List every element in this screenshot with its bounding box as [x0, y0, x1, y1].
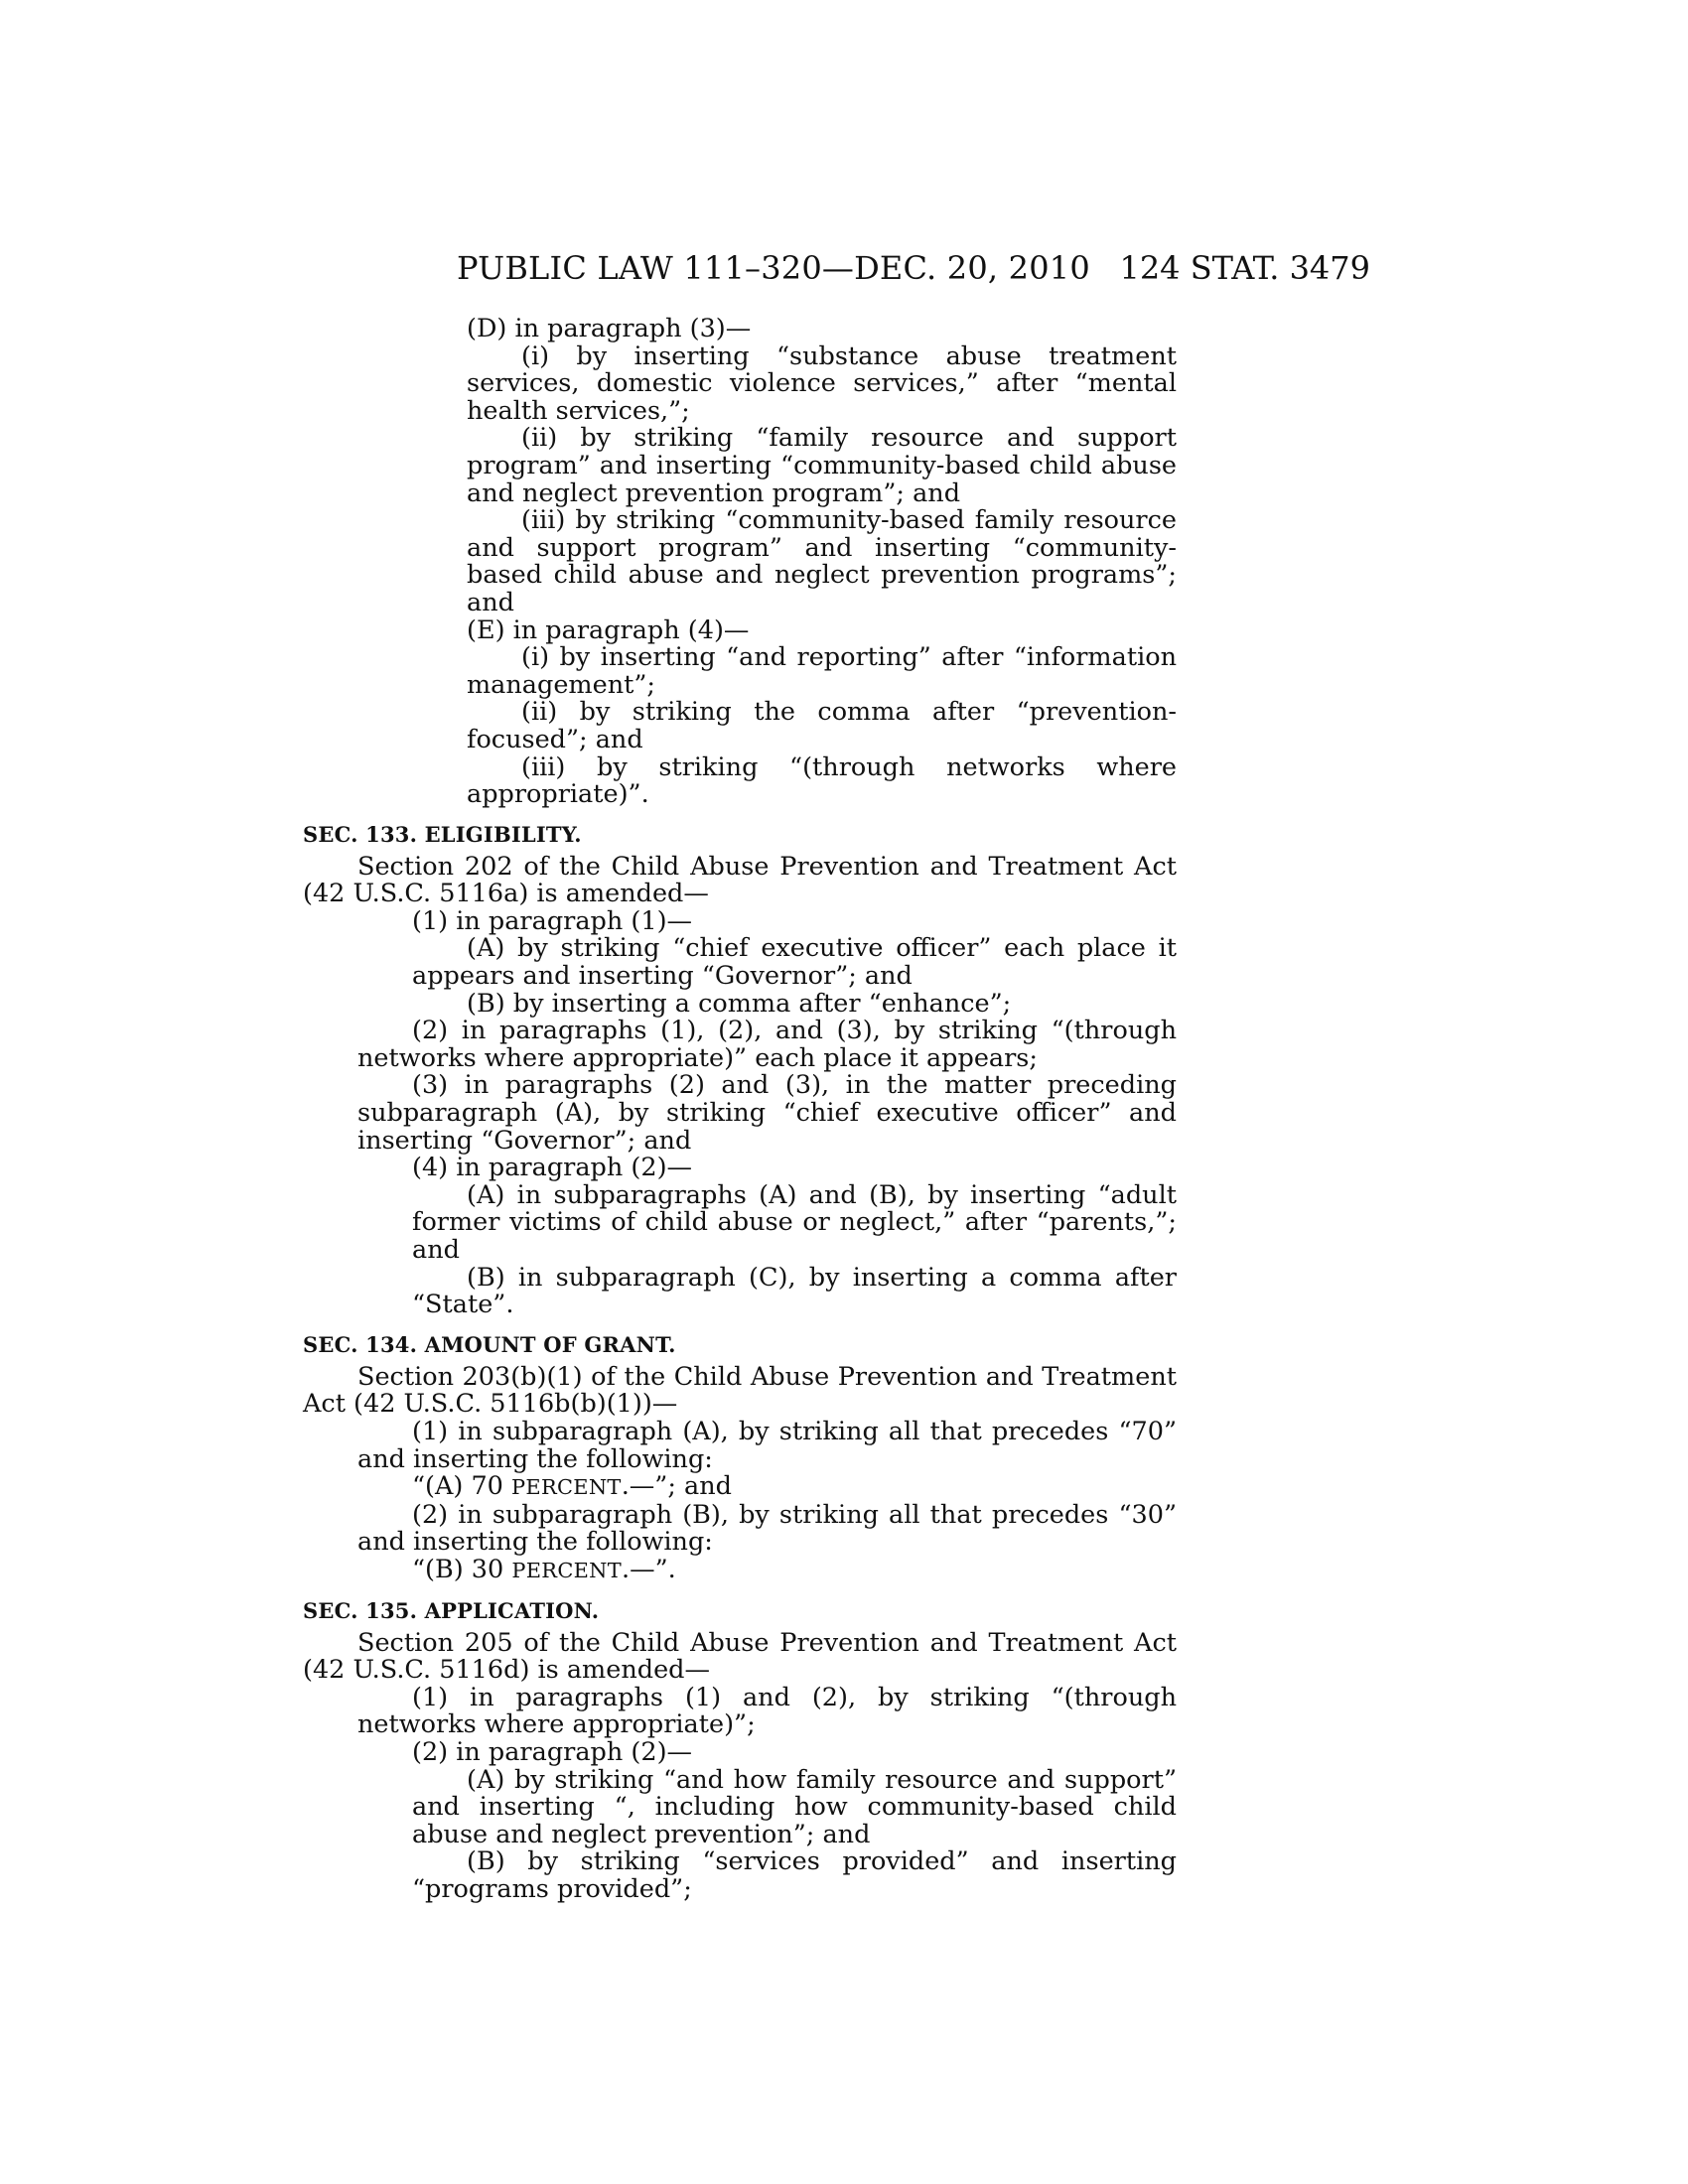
amendment-clause: (A) in subparagraphs (A) and (B), by inserting “adult former victims of child abuse or neglect,” after “parents,”; and — [412, 1179, 1177, 1265]
amendment-clause: (E) in paragraph (4)— — [467, 614, 750, 645]
amendment-clause: (A) by striking “chief executive officer” each place it appears and inserting “Governor”; and — [412, 933, 1177, 992]
running-header — [457, 248, 1370, 288]
amendment-clause: (i) by inserting “and reporting” after “information management”; — [467, 642, 1177, 700]
amendment-clause: (2) in paragraphs (1), (2), and (3), by striking “(through networks where appropriate)” each place it appears; — [357, 1016, 1177, 1073]
running-header-title: PUBLIC LAW 111–320—DEC. 20, 2010 — [457, 249, 1090, 287]
section-heading: SEC. 133. ELIGIBILITY. — [303, 821, 582, 847]
amendment-clause: (ii) by striking the comma after “prevention-focused”; and — [467, 697, 1177, 754]
document-body — [303, 316, 1177, 1903]
quoted-insertion: “(A) 70 PERCENT.—”; and — [412, 1471, 732, 1502]
amendment-clause: (2) in paragraph (2)— — [412, 1736, 693, 1767]
amendment-clause: (2) in subparagraph (B), by striking all that precedes “30” and inserting the following: — [357, 1499, 1177, 1558]
amendment-clause: (B) by striking “services provided” and inserting “programs provided”; — [412, 1846, 1177, 1904]
amendment-clause: (A) by striking “and how family resource and support” and inserting “, including how community-based child abuse and neglect prevention”; and — [412, 1764, 1177, 1849]
section-heading: SEC. 135. APPLICATION. — [303, 1597, 600, 1623]
amendment-clause: (1) in paragraph (1)— — [412, 905, 693, 936]
section-heading: SEC. 134. AMOUNT OF GRANT. — [303, 1331, 676, 1357]
section-intro-paragraph: Section 203(b)(1) of the Child Abuse Prevention and Treatment Act (42 U.S.C. 5116b(b)(1))— — [303, 1361, 1177, 1420]
amendment-clause: (B) in subparagraph (C), by inserting a comma after “State”. — [412, 1262, 1177, 1320]
section-intro-paragraph: Section 202 of the Child Abuse Prevention and Treatment Act (42 U.S.C. 5116a) is amended— — [303, 851, 1177, 909]
amendment-clause: (iii) by striking “(through networks where appropriate)”. — [467, 751, 1177, 810]
amendment-clause: (i) by inserting “substance abuse treatment services, domestic violence services,” after “mental health services,”; — [467, 341, 1177, 426]
amendment-clause: (4) in paragraph (2)— — [412, 1153, 693, 1183]
amendment-clause: (D) in paragraph (3)— — [467, 314, 752, 343]
amendment-clause: (B) by inserting a comma after “enhance”; — [467, 988, 1012, 1019]
amendment-clause: (ii) by striking “family resource and support program” and inserting “community-based child abuse and neglect prevention program”; and — [467, 423, 1177, 508]
amendment-clause: (iii) by striking “community-based family resource and support program” and inserting “community-based child abuse and neglect prevention programs”; and — [467, 505, 1177, 617]
section-intro-paragraph: Section 205 of the Child Abuse Prevention and Treatment Act (42 U.S.C. 5116d) is amended— — [303, 1627, 1177, 1686]
amendment-clause: (3) in paragraphs (2) and (3), in the matter preceding subparagraph (A), by striking “chief executive officer” and inserting “Governor”; and — [357, 1070, 1177, 1156]
amendment-clause: (1) in paragraphs (1) and (2), by striking “(through networks where appropriate)”; — [357, 1682, 1177, 1740]
page-stat-citation: 124 STAT. 3479 — [1119, 249, 1370, 287]
quoted-insertion: “(B) 30 PERCENT.—”. — [412, 1554, 676, 1584]
amendment-clause: (1) in subparagraph (A), by striking all that precedes “70” and inserting the following: — [357, 1416, 1177, 1474]
